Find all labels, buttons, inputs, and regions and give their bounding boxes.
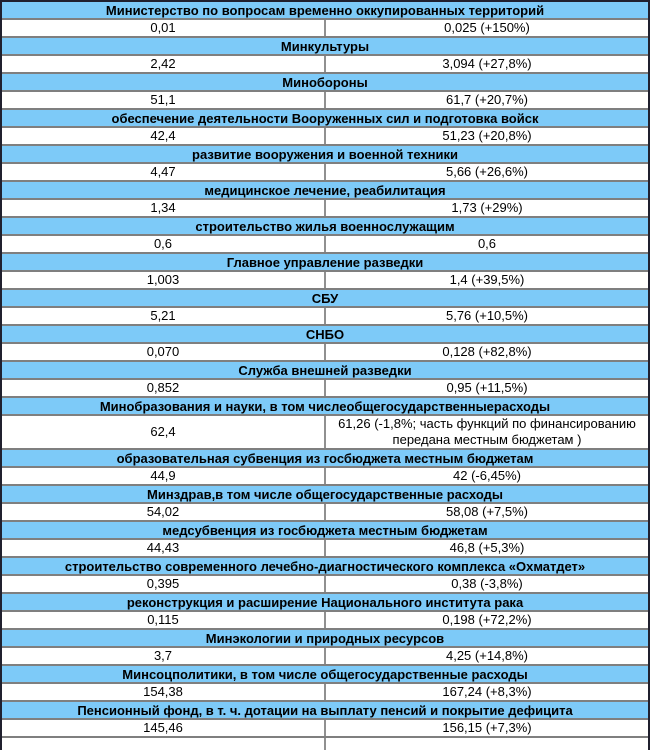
value-right-cell: 0,6 — [477, 236, 497, 251]
category-label: СБУ — [311, 290, 339, 306]
category-label: реконструкция и расширение Национального института рака — [126, 594, 524, 610]
category-label: Минкультуры — [280, 38, 370, 54]
budget-section — [2, 558, 648, 594]
category-label: строительство современного лечебно-диагностического комплекса «Охматдет» — [64, 558, 586, 574]
value-left-cell: 54,02 — [2, 504, 326, 520]
values-row — [2, 308, 648, 326]
values-row — [2, 540, 648, 558]
category-label: Минсоцполитики, в том числе общегосударственные расходы — [122, 666, 528, 682]
value-right-cell: 156,15 (+7,3%) — [442, 720, 532, 735]
values-row — [2, 272, 648, 290]
category-header-row — [2, 594, 648, 612]
value-right-cell: 167,24 (+8,3%) — [442, 684, 532, 699]
budget-section — [2, 74, 648, 110]
budget-section — [2, 182, 648, 218]
partial-next-row — [2, 738, 648, 750]
category-header-row — [2, 398, 648, 416]
category-label: Министерство по вопросам временно оккупированных территорий — [105, 2, 545, 18]
category-label: строительство жилья военнослужащим — [195, 218, 455, 234]
budget-section — [2, 110, 648, 146]
category-header-row — [2, 182, 648, 200]
category-label: Минобразования и науки, в том числеобщегосударственныерасходы — [99, 398, 551, 414]
budget-section — [2, 2, 648, 38]
category-header-row — [2, 326, 648, 344]
values-row — [2, 344, 648, 362]
values-row — [2, 720, 648, 738]
category-label: обеспечение деятельности Вооруженных сил и подготовка войск — [111, 110, 539, 126]
category-header-row — [2, 450, 648, 468]
value-right-cell: 4,25 (+14,8%) — [445, 648, 529, 663]
category-header-row — [2, 702, 648, 720]
value-left-cell: 42,4 — [2, 128, 326, 144]
value-left-cell: 3,7 — [2, 648, 326, 664]
value-right-cell: 42 (-6,45%) — [453, 468, 521, 483]
value-right-cell: 1,73 (+29%) — [451, 200, 523, 215]
category-label: медицинское лечение, реабилитация — [204, 182, 446, 198]
budget-section — [2, 594, 648, 630]
values-row — [2, 56, 648, 74]
budget-section — [2, 522, 648, 558]
values-row — [2, 128, 648, 146]
value-left-cell: 5,21 — [2, 308, 326, 324]
value-right-cell: 5,66 (+26,6%) — [445, 164, 529, 179]
partial-right-cell — [326, 738, 648, 750]
category-header-row — [2, 218, 648, 236]
value-right-cell: 51,23 (+20,8%) — [442, 128, 532, 143]
budget-section — [2, 218, 648, 254]
category-label: Минэкологии и природных ресурсов — [205, 630, 445, 646]
category-header-row — [2, 254, 648, 272]
value-right-cell: 1,4 (+39,5%) — [449, 272, 525, 287]
category-label: Минздрав,в том числе общегосударственные расходы — [147, 486, 503, 502]
category-header-row — [2, 74, 648, 92]
category-header-row — [2, 362, 648, 380]
values-row — [2, 20, 648, 38]
value-left-cell: 4,47 — [2, 164, 326, 180]
budget-section — [2, 146, 648, 182]
value-right-cell: 3,094 (+27,8%) — [442, 56, 532, 71]
values-row — [2, 684, 648, 702]
value-left-cell: 51,1 — [2, 92, 326, 108]
values-row — [2, 416, 648, 450]
category-header-row — [2, 110, 648, 128]
value-left-cell: 2,42 — [2, 56, 326, 72]
category-label: Пенсионный фонд, в т. ч. дотации на выплату пенсий и покрытие дефицита — [77, 702, 573, 718]
budget-section — [2, 362, 648, 398]
values-row — [2, 92, 648, 110]
category-label: Главное управление разведки — [226, 254, 424, 270]
values-row — [2, 612, 648, 630]
value-right-cell: 58,08 (+7,5%) — [445, 504, 529, 519]
value-right-cell: 46,8 (+5,3%) — [449, 540, 525, 555]
values-row — [2, 380, 648, 398]
value-left-cell: 1,34 — [2, 200, 326, 216]
value-left-cell: 44,9 — [2, 468, 326, 484]
category-header-row — [2, 290, 648, 308]
value-left-cell: 0,01 — [2, 20, 326, 36]
value-right-cell: 61,7 (+20,7%) — [445, 92, 529, 107]
budget-section — [2, 254, 648, 290]
value-right-cell: 5,76 (+10,5%) — [445, 308, 529, 323]
budget-section — [2, 290, 648, 326]
category-header-row — [2, 630, 648, 648]
category-label: СНБО — [305, 326, 345, 342]
budget-section — [2, 326, 648, 362]
values-row — [2, 576, 648, 594]
value-left-cell: 0,070 — [2, 344, 326, 360]
value-left-cell: 1,003 — [2, 272, 326, 288]
budget-section — [2, 702, 648, 738]
budget-section — [2, 38, 648, 74]
value-right-cell: 0,128 (+82,8%) — [442, 344, 532, 359]
category-label: Служба внешней разведки — [238, 362, 412, 378]
partial-left-cell — [2, 738, 326, 750]
value-left-cell: 0,852 — [2, 380, 326, 396]
value-right-cell: 0,198 (+72,2%) — [442, 612, 532, 627]
values-row — [2, 648, 648, 666]
values-row — [2, 200, 648, 218]
budget-section — [2, 450, 648, 486]
value-right-cell: 0,025 (+150%) — [444, 20, 530, 35]
category-label: развитие вооружения и военной техники — [192, 146, 458, 162]
value-left-cell: 154,38 — [2, 684, 326, 700]
values-row — [2, 504, 648, 522]
category-header-row — [2, 38, 648, 56]
value-left-cell: 0,115 — [2, 612, 326, 628]
budget-section — [2, 398, 648, 450]
value-left-cell: 0,6 — [2, 236, 326, 252]
category-header-row — [2, 522, 648, 540]
value-left-cell: 145,46 — [2, 720, 326, 736]
value-left-cell: 0,395 — [2, 576, 326, 592]
value-left-cell: 44,43 — [2, 540, 326, 556]
budget-section — [2, 630, 648, 666]
budget-section — [2, 486, 648, 522]
budget-section — [2, 666, 648, 702]
category-label: Минобороны — [282, 74, 368, 90]
value-left-cell: 62,4 — [2, 416, 326, 448]
category-header-row — [2, 666, 648, 684]
category-label: медсубвенция из госбюджета местным бюджетам — [162, 522, 488, 538]
value-right-cell: 0,95 (+11,5%) — [446, 380, 528, 395]
values-row — [2, 468, 648, 486]
values-row — [2, 236, 648, 254]
value-right-cell: 0,38 (-3,8%) — [451, 576, 523, 591]
values-row — [2, 164, 648, 182]
value-right-cell: 61,26 (-1,8%; часть функций по финансированию передана местным бюджетам ) — [338, 416, 636, 447]
category-header-row — [2, 2, 648, 20]
category-header-row — [2, 558, 648, 576]
category-header-row — [2, 486, 648, 504]
category-header-row — [2, 146, 648, 164]
category-label: образовательная субвенция из госбюджета местным бюджетам — [116, 450, 534, 466]
